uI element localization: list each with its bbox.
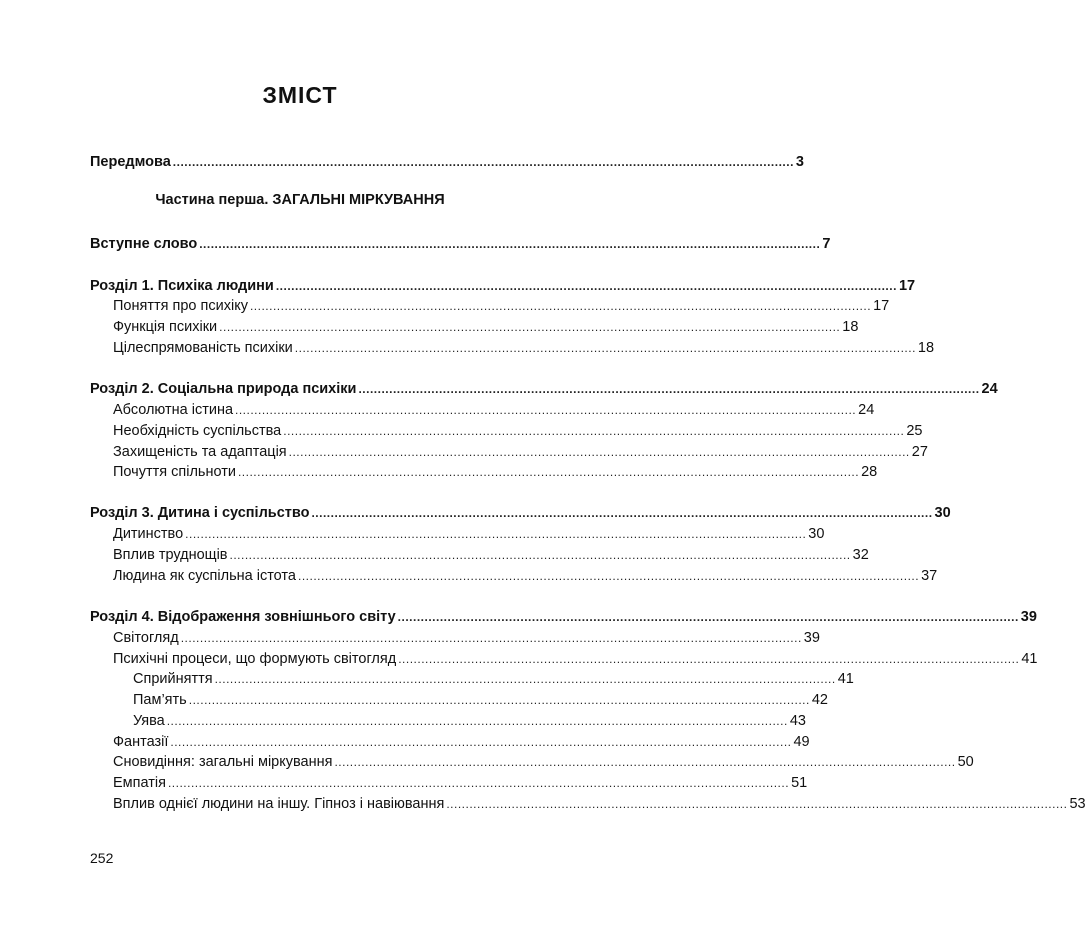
- toc-entry-label: Вплив труднощів: [113, 547, 228, 563]
- toc-leader-dots: ..................................................................................................................................................................: [398, 652, 1020, 666]
- toc-entry-label: Світогляд: [113, 630, 179, 646]
- toc-entry[interactable]: [113, 338, 935, 358]
- page-title: ЗМІСТ: [262, 82, 338, 108]
- toc-entry-label: Психічні процеси, що формують світогляд: [113, 651, 397, 667]
- toc-entry[interactable]: [113, 732, 810, 752]
- toc-entry[interactable]: [113, 400, 875, 420]
- toc-entry[interactable]: [133, 690, 828, 710]
- toc-entry-page: 42: [811, 692, 828, 708]
- toc-entry-label: Дитинство: [113, 526, 184, 542]
- toc-entry-page: 18: [917, 340, 935, 356]
- toc-entry-page: 39: [1020, 609, 1037, 625]
- toc-leader-dots: ..................................................................................................................................................................: [235, 403, 857, 417]
- toc-entry-label: Цілеспрямованість психіки: [113, 340, 293, 356]
- toc-entry-page: 27: [911, 444, 928, 460]
- toc-leader-dots: ..................................................................................................................................................................: [294, 341, 916, 355]
- toc-leader-dots: ..................................................................................................................................................................: [334, 755, 956, 769]
- toc-entry[interactable]: [113, 545, 869, 565]
- toc-entry[interactable]: [113, 773, 808, 793]
- toc-entry-page: 17: [873, 298, 890, 314]
- toc-entry[interactable]: [113, 752, 974, 772]
- toc-entry[interactable]: [113, 421, 923, 441]
- toc-leader-dots: ..................................................................................................................................................................: [219, 320, 841, 334]
- toc-entry[interactable]: [113, 524, 825, 544]
- toc-entry-label: Функція психіки: [113, 319, 218, 335]
- toc-entry-label: Абсолютна істина: [113, 402, 234, 418]
- toc-entry-label: Поняття про психіку: [113, 298, 248, 314]
- toc-entry-label: Розділ 4. Відображення зовнішнього світу: [90, 609, 396, 625]
- toc-entry-label: Людина як суспільна істота: [113, 568, 296, 584]
- toc-entry[interactable]: [133, 711, 806, 731]
- toc-entry[interactable]: [113, 794, 1086, 814]
- toc-entry[interactable]: [113, 566, 938, 586]
- toc-leader-dots: ..................................................................................................................................................................: [170, 735, 792, 749]
- toc-leader-dots: ..................................................................................................................................................................: [358, 382, 980, 396]
- toc-entry-page: 25: [906, 423, 923, 439]
- page-number: 252: [90, 850, 114, 866]
- toc-leader-dots: ..................................................................................................................................................................: [249, 299, 872, 313]
- toc-leader-dots: ..................................................................................................................................................................: [185, 527, 807, 541]
- toc-entry-chapter-4[interactable]: [90, 607, 1037, 627]
- toc-entry-label: Захищеність та адаптація: [113, 444, 287, 460]
- toc-entry-preface[interactable]: [90, 152, 804, 172]
- toc-leader-dots: ..................................................................................................................................................................: [237, 465, 860, 479]
- toc-leader-dots: ..................................................................................................................................................................: [275, 279, 897, 293]
- toc-entry-label: Почуття спільноти: [113, 464, 236, 480]
- toc-entry-label: Фантазії: [113, 734, 169, 750]
- toc-entry-page: 24: [858, 402, 875, 418]
- toc-entry-page: 17: [898, 278, 916, 294]
- toc-entry[interactable]: [113, 442, 928, 462]
- toc-entry-label: Передмова: [90, 154, 171, 170]
- toc-entry-chapter-2[interactable]: [90, 379, 998, 399]
- toc-leader-dots: ..................................................................................................................................................................: [188, 693, 810, 707]
- toc-entry-page: 39: [803, 630, 820, 646]
- toc-entry-chapter-3[interactable]: [90, 503, 951, 523]
- toc-leader-dots: ..................................................................................................................................................................: [199, 237, 821, 251]
- toc-entry[interactable]: [133, 669, 854, 689]
- toc-entry-page: 41: [837, 671, 854, 687]
- toc-entry[interactable]: [113, 462, 878, 482]
- toc-leader-dots: ..................................................................................................................................................................: [397, 610, 1019, 624]
- toc-entry-page: 43: [789, 713, 806, 729]
- toc-entry-label: Пам’ять: [133, 692, 187, 708]
- toc-leader-dots: ..................................................................................................................................................................: [297, 569, 920, 583]
- toc-entry-page: 50: [957, 754, 974, 770]
- toc-entry-page: 30: [808, 526, 825, 542]
- toc-entry-page: 18: [842, 319, 859, 335]
- toc-leader-dots: ..................................................................................................................................................................: [167, 776, 790, 790]
- toc-entry[interactable]: [113, 649, 1038, 669]
- toc-entry-page: 3: [795, 154, 804, 170]
- toc-leader-dots: ..................................................................................................................................................................: [446, 797, 1068, 811]
- toc-entry-page: 37: [921, 568, 938, 584]
- toc-leader-dots: ..................................................................................................................................................................: [172, 155, 794, 169]
- toc-entry-page: 30: [934, 505, 951, 521]
- toc-entry-label: Розділ 2. Соціальна природа психіки: [90, 381, 357, 397]
- toc-entry-label: Сновидіння: загальні міркування: [113, 754, 333, 770]
- toc-leader-dots: ..................................................................................................................................................................: [214, 672, 836, 686]
- toc-leader-dots: ..................................................................................................................................................................: [229, 548, 851, 562]
- toc-entry-label: Розділ 3. Дитина і суспільство: [90, 505, 310, 521]
- toc-leader-dots: ..................................................................................................................................................................: [180, 631, 802, 645]
- toc-entry-label: Уява: [133, 713, 165, 729]
- toc-entry[interactable]: [113, 317, 859, 337]
- toc-leader-dots: ..................................................................................................................................................................: [311, 506, 933, 520]
- toc-entry[interactable]: [113, 628, 820, 648]
- toc-entry-page: 24: [981, 381, 998, 397]
- part-heading: Частина перша. ЗАГАЛЬНІ МІРКУВАННЯ: [155, 192, 445, 208]
- toc-entry-page: 28: [861, 464, 878, 480]
- toc-entry[interactable]: [113, 296, 890, 316]
- toc-entry-page: 41: [1021, 651, 1038, 667]
- toc-leader-dots: ..................................................................................................................................................................: [166, 714, 788, 728]
- toc-entry-label: Необхідність суспільства: [113, 423, 282, 439]
- toc-leader-dots: ..................................................................................................................................................................: [288, 445, 910, 459]
- toc-leader-dots: ..................................................................................................................................................................: [283, 424, 905, 438]
- toc-entry-intro[interactable]: [90, 234, 831, 254]
- toc-entry-chapter-1[interactable]: [90, 276, 916, 296]
- toc-entry-page: 51: [791, 775, 808, 791]
- toc-entry-page: 49: [793, 734, 810, 750]
- toc-entry-page: 53: [1069, 796, 1086, 812]
- toc-entry-label: Сприйняття: [133, 671, 213, 687]
- toc-entry-label: Розділ 1. Психіка людини: [90, 278, 274, 294]
- toc-entry-label: Вплив однієї людини на іншу. Гіпноз і навіювання: [113, 796, 445, 812]
- toc-entry-label: Вступне слово: [90, 236, 198, 252]
- toc-entry-page: 7: [822, 236, 831, 252]
- toc-entry-page: 32: [852, 547, 869, 563]
- toc-entry-label: Емпатія: [113, 775, 166, 791]
